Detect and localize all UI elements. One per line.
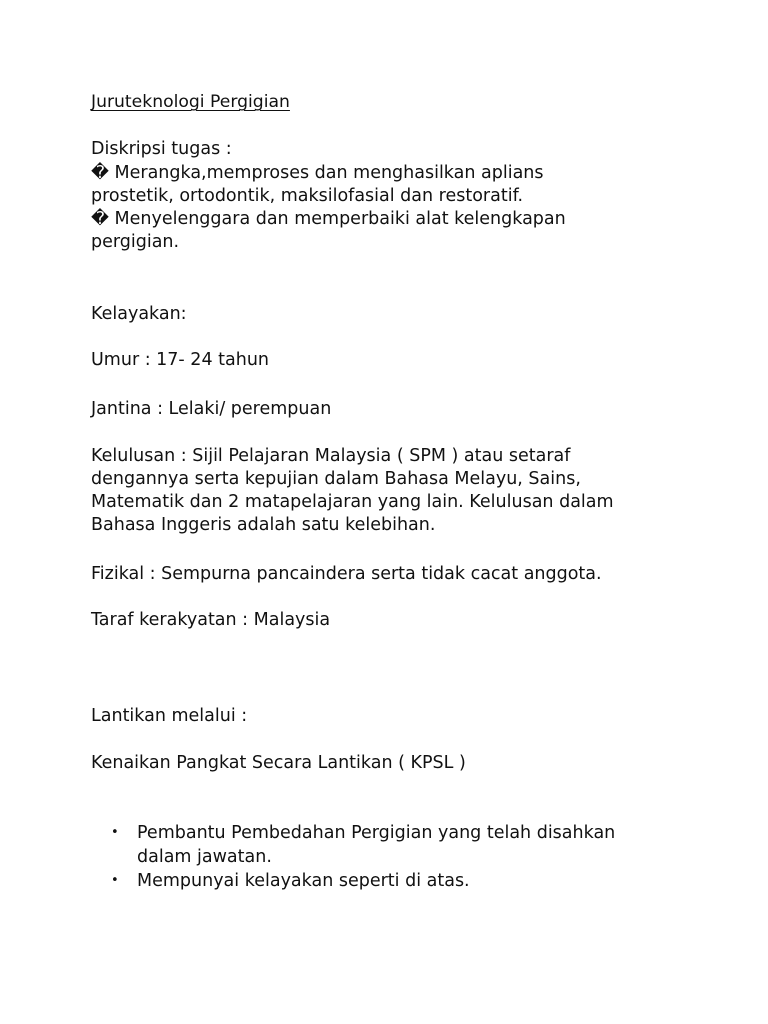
duties-line: prostetik, ortodontik, maksilofasial dan restoratif. bbox=[91, 186, 524, 206]
gender-requirement: Jantina : Lelaki/ perempuan bbox=[91, 399, 332, 419]
document-title: Juruteknologi Pergigian bbox=[91, 92, 290, 112]
education-requirement-line: dengannya serta kepujian dalam Bahasa Melayu, Sains, bbox=[91, 469, 581, 489]
age-requirement: Umur : 17- 24 tahun bbox=[91, 350, 269, 370]
bullet-item-line: Pembantu Pembedahan Pergigian yang telah disahkan bbox=[137, 823, 616, 843]
bullet-marker: • bbox=[111, 825, 119, 840]
physical-requirement: Fizikal : Sempurna pancaindera serta tidak cacat anggota. bbox=[91, 564, 602, 584]
qualifications-heading: Kelayakan: bbox=[91, 304, 187, 324]
duties-line: pergigian. bbox=[91, 232, 180, 252]
duties-line: � Menyelenggara dan memperbaiki alat kelengkapan bbox=[91, 209, 566, 229]
citizenship-requirement: Taraf kerakyatan : Malaysia bbox=[91, 610, 331, 630]
appointment-heading: Lantikan melalui : bbox=[91, 706, 248, 726]
duties-heading: Diskripsi tugas : bbox=[91, 139, 232, 159]
bullet-marker: • bbox=[111, 873, 119, 888]
duties-line: � Merangka,memproses dan menghasilkan aplians bbox=[91, 163, 544, 183]
bullet-item-line: Mempunyai kelayakan seperti di atas. bbox=[137, 871, 470, 891]
education-requirement-line: Kelulusan : Sijil Pelajaran Malaysia ( SPM ) atau setaraf bbox=[91, 446, 571, 466]
appointment-method: Kenaikan Pangkat Secara Lantikan ( KPSL ) bbox=[91, 753, 466, 773]
education-requirement-line: Matematik dan 2 matapelajaran yang lain. Kelulusan dalam bbox=[91, 492, 614, 512]
education-requirement-line: Bahasa Inggeris adalah satu kelebihan. bbox=[91, 515, 436, 535]
bullet-item-line: dalam jawatan. bbox=[137, 847, 272, 867]
